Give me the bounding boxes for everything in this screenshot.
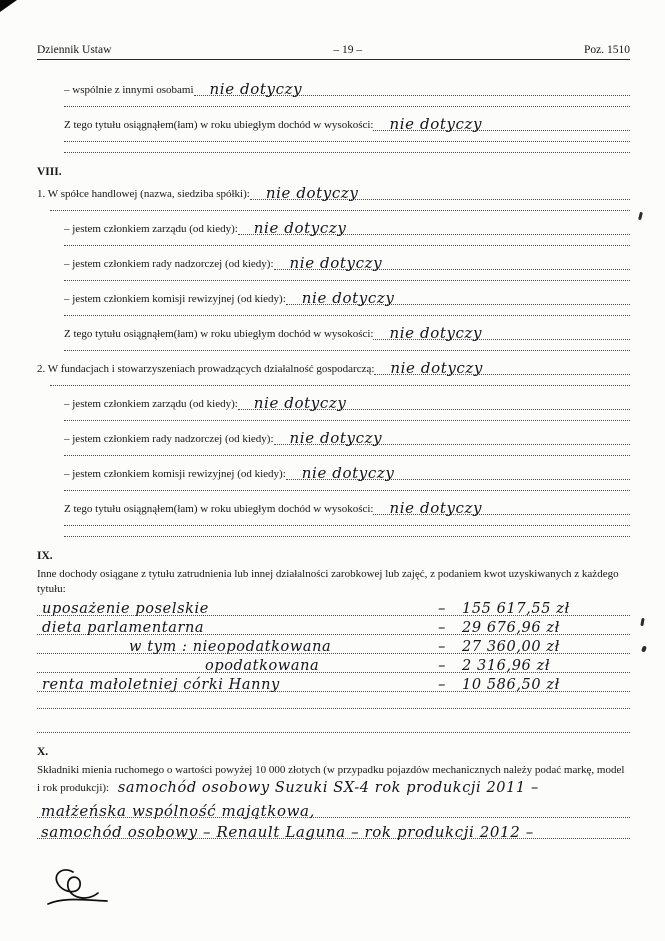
form-field-board-member: [64, 219, 630, 235]
section-ix-intro: Inne dochody osiągane z tytułu zatrudnienia lub innej działalności zarobkowej lub zajęć, z podaniem kwot uzyskiwanych z każdego tytułu:: [37, 568, 619, 595]
field-label: – jestem członkiem rady nadzorczej (od kiedy):: [64, 258, 274, 270]
dotted-line: [37, 722, 630, 733]
position-number: Poz. 1510: [584, 44, 630, 56]
handwritten-value: nie dotyczy: [289, 429, 383, 447]
dotted-line: [64, 526, 630, 537]
field-label: 2. W fundacjach i stowarzyszeniach prowadzących działalność gospodarczą:: [37, 363, 375, 375]
scan-artifact: [641, 645, 647, 652]
dotted-line: [373, 499, 630, 515]
handwritten-dash: –: [438, 619, 446, 636]
dotted-line: [64, 96, 630, 107]
dotted-line: [373, 324, 630, 340]
dotted-line: [37, 818, 630, 842]
handwritten-value: nie dotyczy: [389, 499, 483, 517]
dotted-line: [238, 219, 630, 235]
dotted-line: [64, 131, 630, 142]
form-field-audit-member: [64, 289, 630, 305]
section-heading-ix: IX.: [37, 550, 53, 562]
field-label: Z tego tytułu osiągnąłem(łam) w roku ubiegłym dochód w wysokości:: [64, 328, 374, 340]
section-heading-viii: VIII.: [37, 166, 62, 178]
dotted-line: [64, 340, 630, 351]
journal-title: Dziennik Ustaw: [37, 44, 112, 56]
page-header: [37, 44, 630, 60]
handwritten-income-source: w tym : nieopodatkowana: [129, 638, 332, 655]
handwritten-value: nie dotyczy: [253, 394, 347, 412]
dotted-line: [64, 515, 630, 526]
handwritten-value: nie dotyczy: [253, 219, 347, 237]
field-label: – jestem członkiem komisji rewizyjnej (od kiedy):: [64, 468, 286, 480]
form-field-supervisory-member: [64, 429, 630, 445]
handwritten-value: nie dotyczy: [289, 254, 383, 272]
income-entry: [37, 597, 630, 616]
form-field-supervisory-member: [64, 254, 630, 270]
form-field-board-member: [64, 394, 630, 410]
field-label: 1. W spółce handlowej (nazwa, siedziba spółki):: [37, 188, 250, 200]
handwritten-value: nie dotyczy: [389, 324, 483, 342]
scan-artifact: [638, 212, 643, 220]
handwritten-income-source: uposażenie poselskie: [42, 600, 209, 617]
handwritten-income-source: dieta parlamentarna: [42, 619, 205, 636]
handwritten-value: małżeńska wspólność majątkowa,: [41, 802, 315, 821]
dotted-line: [37, 698, 630, 709]
signature: [43, 865, 630, 914]
handwritten-dash: –: [438, 657, 446, 674]
dotted-line: [373, 115, 630, 131]
section-x-intro: [37, 763, 630, 797]
dotted-line: [64, 142, 630, 153]
handwritten-amount: 155 617,55 zł: [462, 600, 570, 617]
dotted-line: [238, 394, 630, 410]
handwritten-dash: –: [438, 638, 446, 655]
dotted-line: [194, 80, 630, 96]
field-label: – jestem członkiem zarządu (od kiedy):: [64, 223, 238, 235]
handwritten-value: nie dotyczy: [209, 80, 303, 98]
dotted-line: [374, 359, 630, 375]
handwritten-amount: 29 676,96 zł: [462, 619, 560, 636]
income-entry: [37, 673, 630, 692]
page-number: – 19 –: [333, 44, 363, 56]
handwritten-value: nie dotyczy: [390, 359, 484, 377]
dotted-line: [50, 375, 630, 386]
dotted-line: [274, 254, 630, 270]
form-field-audit-member: [64, 464, 630, 480]
handwritten-amount: 27 360,00 zł: [462, 638, 560, 655]
dotted-line: [64, 235, 630, 246]
handwritten-value: samochód osobowy Suzuki SX-4 rok produkcji 2011 –: [117, 779, 539, 796]
form-field-foundation: [37, 359, 630, 375]
handwritten-income-source: renta małoletniej córki Hanny: [42, 676, 280, 693]
dotted-line: [250, 184, 630, 200]
signature-icon: [43, 865, 115, 911]
field-label: Z tego tytułu osiągnąłem(łam) w roku ubiegłym dochód w wysokości:: [64, 503, 374, 515]
handwritten-income-source: opodatkowana: [205, 657, 320, 674]
dotted-line: [286, 464, 630, 480]
handwritten-value: nie dotyczy: [389, 115, 483, 133]
handwritten-value: nie dotyczy: [265, 184, 359, 202]
income-entry: [37, 635, 630, 654]
handwritten-amount: 2 316,96 zł: [462, 657, 551, 674]
field-label: – wspólnie z innymi osobami: [64, 84, 194, 96]
dotted-line: [37, 797, 630, 821]
handwritten-dash: –: [438, 676, 446, 693]
handwritten-dash: –: [438, 600, 446, 617]
handwritten-value: samochód osobowy – Renault Laguna – rok produkcji 2012 –: [41, 823, 534, 842]
handwritten-amount: 10 586,50 zł: [462, 676, 560, 693]
income-entry: [37, 654, 630, 673]
handwritten-value: nie dotyczy: [301, 289, 395, 307]
scan-artifact: [640, 618, 644, 626]
field-label: Z tego tytułu osiągnąłem(łam) w roku ubiegłym dochód w wysokości:: [64, 119, 374, 131]
field-label: – jestem członkiem komisji rewizyjnej (od kiedy):: [64, 293, 286, 305]
form-field-company-income: [64, 324, 630, 340]
form-field-income: [64, 115, 630, 131]
scan-artifact: [0, 0, 17, 12]
dotted-line: [64, 410, 630, 421]
field-label: Składniki mienia ruchomego o wartości powyżej 10 000 złotych (w przypadku pojazdów mechanicznych należy podać markę, model i rok produkcji):: [37, 763, 625, 794]
income-entry: [37, 616, 630, 635]
section-heading-x: X.: [37, 745, 49, 758]
form-field-foundation-income: [64, 499, 630, 515]
form-field-company: [37, 184, 630, 200]
form-field-joint-ownership: [64, 80, 630, 96]
field-label: – jestem członkiem zarządu (od kiedy):: [64, 398, 238, 410]
dotted-line: [286, 289, 630, 305]
field-label: – jestem członkiem rady nadzorczej (od kiedy):: [64, 433, 274, 445]
dotted-line: [274, 429, 630, 445]
handwritten-value: nie dotyczy: [301, 464, 395, 482]
